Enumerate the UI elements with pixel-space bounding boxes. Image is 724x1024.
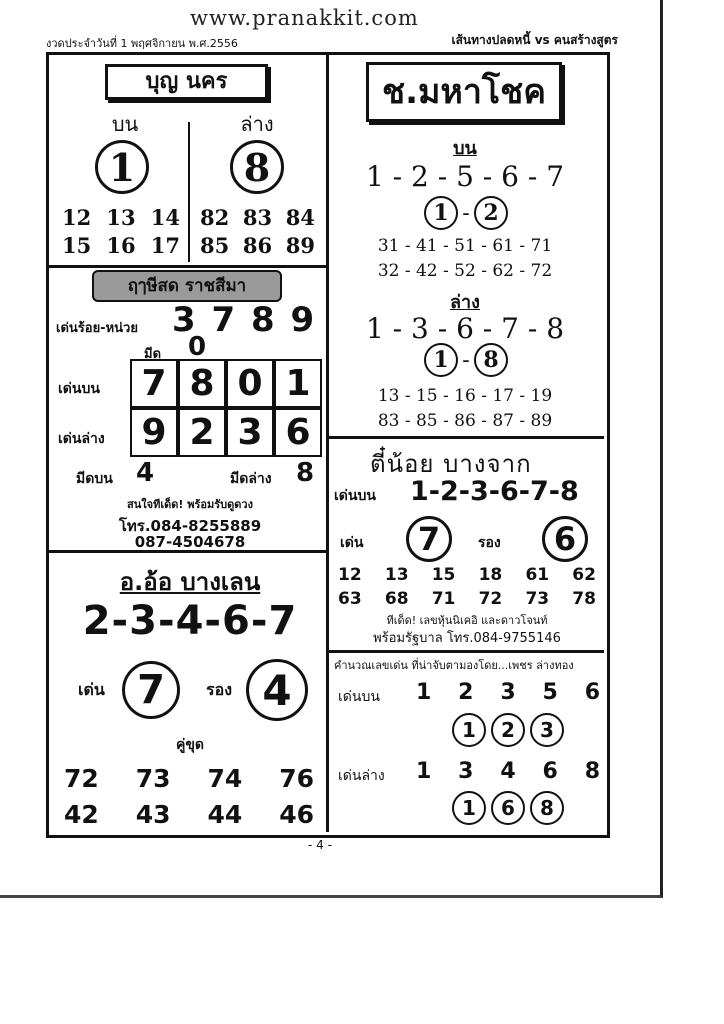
number: 42 (64, 800, 99, 829)
digit-circle (474, 196, 508, 230)
number: 12 (338, 565, 362, 585)
aor-second-label: รอง (206, 680, 233, 699)
number: 83 (242, 205, 273, 230)
reusi-mued-top-label: มีดบน (76, 471, 113, 487)
digit-circle (491, 713, 525, 747)
digit: 2 (458, 680, 474, 705)
teenoi-lead-circle (406, 516, 452, 562)
reusi-digit-grid (130, 359, 322, 457)
reusi-mued-label: มีด (144, 347, 162, 362)
teenoi-second-value: 6 (553, 520, 577, 558)
teenoi-row2 (338, 589, 596, 609)
reusi-mued-top-value: 4 (136, 458, 155, 488)
boon-bottom-row2 (200, 233, 315, 258)
number: 78 (572, 589, 596, 609)
boon-top-digit-circle (95, 140, 149, 194)
digit-circle (474, 343, 508, 377)
digit-circle (424, 343, 458, 377)
number: 85 (200, 233, 230, 258)
aor-numbers: 2-3-4-6-7 (82, 598, 298, 644)
number: 73 (525, 589, 550, 609)
calc-bottom-label: เด่นล่าง (338, 768, 385, 784)
calc-top-circles (452, 713, 564, 747)
mahachok-bottom-circles (424, 343, 508, 377)
number: 82 (200, 205, 230, 230)
aor-pairs-row1 (64, 764, 314, 793)
number: 89 (285, 233, 315, 258)
aor-lead-label: เด่น (78, 680, 105, 699)
grid-cell: 0 (226, 359, 274, 408)
number: 76 (279, 764, 314, 793)
number: 14 (150, 205, 180, 230)
boon-bottom-digit-circle (230, 140, 284, 194)
mahachok-top-circles (424, 196, 508, 230)
aor-lead-value: 7 (137, 667, 165, 713)
digit: 1 (416, 680, 432, 705)
digit: 6 (542, 759, 558, 784)
teenoi-top-label: เด่นบน (334, 488, 376, 504)
aor-lead-circle (122, 661, 180, 719)
boon-top-digit: 1 (108, 144, 136, 190)
mahachok-bottom-row2: 83 - 85 - 86 - 87 - 89 (377, 411, 553, 431)
mahachok-top-numbers: 1 - 2 - 5 - 6 - 7 (365, 160, 565, 193)
number: 61 (525, 565, 550, 585)
digit: 8 (584, 759, 600, 784)
dash: - (462, 200, 470, 226)
digit-circle (491, 791, 525, 825)
reusi-top-label: เด่นบน (58, 381, 100, 397)
digit: 2 (501, 718, 515, 742)
number: 46 (279, 800, 314, 829)
digit: 1 (416, 759, 432, 784)
digit-circle (424, 196, 458, 230)
number: 73 (135, 764, 171, 793)
number: 72 (64, 764, 99, 793)
number: 12 (62, 205, 92, 230)
digit-circle (530, 791, 564, 825)
mahachok-bottom-label: ล่าง (450, 292, 480, 313)
mahachok-top-row1: 31 - 41 - 51 - 61 - 71 (377, 236, 553, 256)
digit-circle (452, 791, 486, 825)
digit: 1 (433, 200, 449, 226)
teenoi-second-circle (542, 516, 588, 562)
teenoi-row1 (338, 565, 596, 585)
digit: 3 (540, 718, 554, 742)
number: 63 (338, 589, 362, 609)
aor-second-value: 4 (262, 665, 292, 715)
grid-cell: 7 (130, 359, 178, 408)
digit: 1 (433, 347, 449, 373)
mahachok-top-label: บน (453, 138, 477, 159)
mahachok-bottom-row1: 13 - 15 - 16 - 17 - 19 (377, 386, 553, 406)
boon-top-label: บน (111, 112, 139, 136)
number: 43 (135, 800, 171, 829)
boon-top-row2 (62, 233, 180, 258)
number: 62 (572, 565, 596, 585)
column-title: เส้นทางปลดหนี้ vs คนสร้างสูตร (451, 33, 618, 47)
mahachok-top-row2: 32 - 42 - 52 - 62 - 72 (377, 261, 553, 281)
calc-title: คำนวณเลขเด่น ที่น่าจับตามองโดย...เพชร ล่างทอง (334, 659, 574, 672)
number: 71 (431, 589, 456, 609)
calc-bottom-circles (452, 791, 564, 825)
number: 44 (207, 800, 243, 829)
aor-pairs-row2 (64, 800, 314, 829)
center-divider (326, 55, 329, 832)
boon-bottom-label: ล่าง (240, 112, 274, 136)
digit-circle (530, 713, 564, 747)
divider-left-1 (49, 265, 326, 268)
number: 72 (478, 589, 503, 609)
grid-cell: 2 (178, 408, 226, 457)
reusi-mued-value: 0 (188, 332, 207, 362)
page-number: - 4 - (308, 838, 332, 852)
number: 13 (384, 565, 409, 585)
grid-cell: 1 (274, 359, 322, 408)
calc-bottom-digits (416, 759, 600, 784)
teenoi-top-numbers: 1-2-3-6-7-8 (410, 476, 579, 507)
aor-pairs-label: คู่ขุด (175, 737, 205, 753)
reusi-contact-line1: สนใจทีเด็ด! พร้อมรับดูดวง (127, 498, 253, 511)
number: 68 (384, 589, 409, 609)
reusi-bottom-label: เด่นล่าง (58, 431, 105, 447)
grid-cell: 3 (226, 408, 274, 457)
digit: 8 (540, 796, 554, 820)
divider-right-2 (329, 650, 604, 653)
digit: 2 (483, 200, 499, 226)
teenoi-note-line2: พร้อมรัฐบาล โทร.084-9755146 (373, 631, 561, 646)
number: 13 (106, 205, 136, 230)
aor-title: อ.อ้อ บางเลน (119, 568, 261, 596)
teenoi-lead-value: 7 (417, 520, 441, 558)
teenoi-lead-label: เด่น (340, 535, 364, 551)
digit-circle (452, 713, 486, 747)
grid-cell: 6 (274, 408, 322, 457)
number: 18 (478, 565, 503, 585)
website-url: www.pranakkit.com (190, 6, 419, 30)
digit: 4 (500, 759, 516, 784)
dash: - (462, 347, 470, 373)
digit: 1 (462, 718, 476, 742)
digit: 3 (458, 759, 474, 784)
reusi-title: ฤๅษีสด ราชสีมา (92, 270, 282, 302)
boon-divider (188, 122, 190, 262)
digit: 3 (500, 680, 516, 705)
calc-top-digits (416, 680, 600, 705)
reusi-contact-line2: โทร.084-8255889 (118, 517, 262, 535)
number: 86 (242, 233, 273, 258)
grid-cell: 8 (178, 359, 226, 408)
number: 16 (106, 233, 136, 258)
reusi-hundreds-value: 3 7 8 9 (172, 300, 317, 340)
teenoi-note-line1: ทีเด็ด! เลขหุ้นนิเคอิ และดาวโจนท์ (386, 614, 548, 627)
reusi-hundreds-label: เด่นร้อย-หน่วย (56, 321, 138, 336)
mahachok-bottom-numbers: 1 - 3 - 6 - 7 - 8 (365, 312, 565, 345)
issue-date: งวดประจำวันที่ 1 พฤศจิกายน พ.ศ.2556 (46, 37, 238, 50)
digit: 6 (501, 796, 515, 820)
reusi-mued-bottom-label: มีดล่าง (230, 471, 272, 487)
number: 15 (62, 233, 92, 258)
teenoi-second-label: รอง (478, 535, 501, 551)
calc-top-label: เด่นบน (338, 689, 380, 705)
number: 84 (285, 205, 315, 230)
boon-nakorn-title: บุญ นคร (105, 64, 268, 100)
reusi-mued-bottom-value: 8 (296, 458, 315, 488)
mahachok-title: ช.มหาโชค (366, 62, 562, 122)
digit: 8 (483, 347, 499, 373)
divider-right-1 (329, 436, 604, 439)
reusi-contact-line3: 087-4504678 (134, 533, 246, 551)
digit: 1 (462, 796, 476, 820)
grid-cell: 9 (130, 408, 178, 457)
number: 15 (431, 565, 456, 585)
digit: 5 (542, 680, 558, 705)
aor-second-circle (246, 659, 308, 721)
boon-bottom-row1 (200, 205, 315, 230)
teenoi-title: ตี๋น้อย บางจาก (370, 450, 532, 478)
digit: 6 (584, 680, 600, 705)
number: 17 (150, 233, 180, 258)
number: 74 (207, 764, 243, 793)
boon-top-row1 (62, 205, 180, 230)
boon-bottom-digit: 8 (243, 144, 271, 190)
